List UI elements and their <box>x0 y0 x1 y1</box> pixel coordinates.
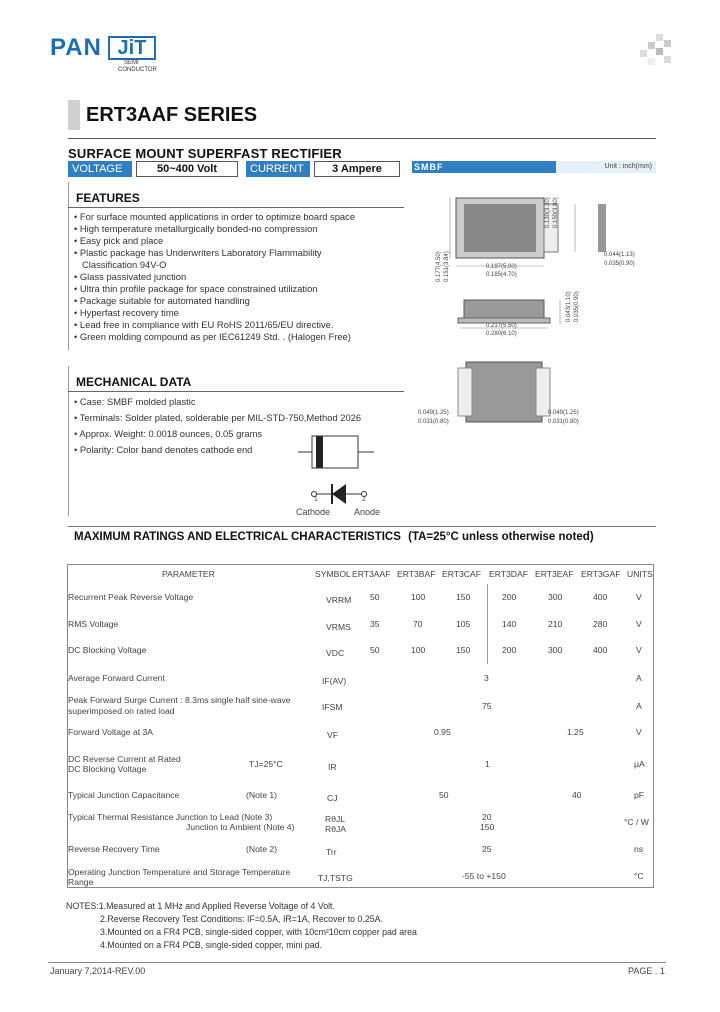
ratings-heading <box>74 531 594 543</box>
feature-item: • Plastic package has Underwriters Laboratory Flammability <box>74 247 322 258</box>
dim-label: 0.031(0.80) <box>548 419 579 425</box>
package-outline-drawing <box>440 196 620 436</box>
dim-label: 0.280(6.10) <box>486 331 517 337</box>
logo-pan-text: PAN <box>50 34 102 61</box>
logo-jit-text: JiT <box>108 36 156 60</box>
unit-cell: V <box>636 645 642 655</box>
param-cell: Recurrent Peak Reverse Voltage <box>68 592 194 602</box>
unit-cell: ns <box>634 844 644 854</box>
voltage-value: 50~400 Volt <box>136 161 238 177</box>
feature-item: • Hyperfast recovery time <box>74 307 179 318</box>
footer-divider <box>48 962 666 963</box>
mechanical-side-rule <box>68 366 69 516</box>
mechanical-divider <box>68 391 404 392</box>
value-cell: 1 <box>485 759 490 769</box>
column-header: ERT3GAF <box>581 569 621 579</box>
mechanical-item: • Polarity: Color band denotes cathode end <box>74 444 253 455</box>
value-cell: 300 <box>548 592 563 602</box>
value-cell: 200 <box>502 592 517 602</box>
value-cell: 25 <box>482 844 492 854</box>
package-label: SMBF <box>414 162 444 172</box>
features-heading: FEATURES <box>76 191 140 205</box>
column-header: PARAMETER <box>162 569 215 579</box>
unit-cell: °C <box>634 871 644 881</box>
param-cell: Range <box>68 877 94 887</box>
current-label: CURRENT <box>246 161 310 177</box>
value-cell: 150 <box>480 822 495 832</box>
feature-item: Classification 94V-O <box>82 259 167 270</box>
title-accent-bar <box>68 100 80 130</box>
value-cell: 20 <box>482 812 492 822</box>
param-cell: DC Reverse Current at Rated <box>68 754 181 764</box>
symbol-cell: RθJL <box>325 814 346 824</box>
symbol-cell: VF <box>327 730 338 740</box>
value-cell: 3 <box>484 673 489 683</box>
column-header: ERT3EAF <box>535 569 574 579</box>
value-cell: 300 <box>548 645 563 655</box>
dim-label: 0.177(4.50) <box>436 251 442 282</box>
unit-cell: V <box>636 592 642 602</box>
dim-label: 0.035(0.90) <box>574 291 580 322</box>
dim-label: 0.031(0.80) <box>418 419 449 425</box>
anode-label: Anode <box>354 507 381 517</box>
note-line: 2.Reverse Recovery Test Conditions: IF=0.5A, IR=1A, Recover to 0.25A. <box>100 914 383 924</box>
unit-cell: A <box>636 701 642 711</box>
unit-label: Unit : inch(mm) <box>556 161 656 173</box>
param-cell: DC Blocking Voltage <box>68 764 147 774</box>
dim-label: 0.043(1.10) <box>566 291 572 322</box>
dim-label: 0.035(0.90) <box>604 261 635 267</box>
unit-cell: °C / W <box>624 817 649 827</box>
mechanical-item: • Terminals: Solder plated, solderable per MIL-STD-750,Method 2026 <box>74 412 362 423</box>
value-cell: 70 <box>413 619 423 629</box>
title-divider <box>68 138 656 139</box>
feature-item: • Ultra thin profile package for space constrained utilization <box>74 283 318 294</box>
value-cell: 200 <box>502 645 517 655</box>
dim-label: 0.130(3.30) <box>545 197 551 228</box>
value-cell: 280 <box>593 619 608 629</box>
value-cell: 100 <box>411 645 426 655</box>
logo-semi-line: SEMI <box>124 60 139 66</box>
ratings-condition: (TA=25°C unless otherwise noted) <box>408 531 594 543</box>
symbol-cell: CJ <box>327 793 338 803</box>
mechanical-item: • Case: SMBF molded plastic <box>74 396 196 407</box>
logo-conductor-line: CONDUCTOR <box>118 67 157 73</box>
column-header: UNITS <box>627 569 653 579</box>
voltage-label: VOLTAGE <box>68 161 132 177</box>
pin2-label: 2 <box>362 496 366 503</box>
unit-cell: V <box>636 619 642 629</box>
value-cell: -55 to +150 <box>462 871 506 881</box>
cathode-label: Cathode <box>296 507 331 517</box>
symbol-cell: VRRM <box>326 595 352 605</box>
mechanical-item: • Approx. Weight: 0.0018 ounces, 0.05 grams <box>74 428 263 439</box>
feature-item: • Lead free in compliance with EU RoHS 2011/65/EU directive. <box>74 319 334 330</box>
param-cell: Typical Thermal Resistance Junction to Lead (Note 3) <box>68 812 273 822</box>
symbol-cell: IF(AV) <box>322 676 347 686</box>
dim-label: 0.185(4.70) <box>486 272 517 278</box>
ratings-table <box>67 564 654 888</box>
value-cell: 100 <box>411 592 426 602</box>
param-cell: Operating Junction Temperature and Storage Temperature <box>68 867 291 877</box>
value-cell: 50 <box>439 790 449 800</box>
logo-semiconductor <box>118 60 178 74</box>
symbol-cell: IR <box>328 762 337 772</box>
param-cell: Junction to Ambient (Note 4) <box>186 822 295 832</box>
note-line: 3.Mounted on a FR4 PCB, single-sided copper, with 10cm²10cm copper pad area <box>100 927 417 937</box>
value-cell: 0.95 <box>434 727 451 737</box>
param-cell: DC Blocking Voltage <box>68 645 147 655</box>
value-cell: 210 <box>548 619 563 629</box>
value-cell: 400 <box>593 592 608 602</box>
table-column-divider <box>487 584 488 664</box>
symbol-cell: Trr <box>326 847 337 857</box>
param-cell: Forward Voltage at 3A <box>68 727 154 737</box>
features-list <box>74 211 355 343</box>
param-cell: Average Forward Current <box>68 673 165 683</box>
condition-cell: (Note 1) <box>246 790 278 800</box>
symbol-cell: VRMS <box>326 622 351 632</box>
value-cell: 140 <box>502 619 517 629</box>
feature-item: • For surface mounted applications in order to optimize board space <box>74 211 356 222</box>
value-cell: 40 <box>572 790 582 800</box>
footer-page: PAGE . 1 <box>628 966 665 976</box>
current-value: 3 Ampere <box>314 161 400 177</box>
feature-item: • Package suitable for automated handling <box>74 295 250 306</box>
value-cell: 75 <box>482 701 492 711</box>
dim-label: 0.217(5.50) <box>486 323 517 329</box>
param-cell: RMS Voltage <box>68 619 119 629</box>
unit-cell: A <box>636 673 642 683</box>
symbol-cell: RθJA <box>325 824 347 834</box>
condition-cell: TJ=25°C <box>249 759 283 769</box>
param-cell: Peak Forward Surge Current : 8.3ms single half sine-wave <box>68 695 291 705</box>
dim-label: 0.150(3.80) <box>553 197 559 228</box>
value-cell: 50 <box>370 645 380 655</box>
symbol-cell: IFSM <box>322 702 343 712</box>
feature-item: • Glass passivated junction <box>74 271 187 282</box>
condition-cell: (Note 2) <box>246 844 278 854</box>
dim-label: 0.049(1.25) <box>418 410 449 416</box>
column-header: ERT3BAF <box>397 569 436 579</box>
column-header: ERT3DAF <box>489 569 528 579</box>
dim-label: 0.049(1.25) <box>548 410 579 416</box>
dim-label: 0.197(5.00) <box>486 264 517 270</box>
page-title: ERT3AAF SERIES <box>86 104 258 126</box>
feature-item: • Easy pick and place <box>74 235 164 246</box>
param-cell: Typical Junction Capacitance <box>68 790 180 800</box>
column-header: ERT3CAF <box>442 569 481 579</box>
param-cell: Reverse Recovery Time <box>68 844 160 854</box>
value-cell: 50 <box>370 592 380 602</box>
feature-item: • Green molding compound as per IEC61249 Std. . (Halogen Free) <box>74 331 351 342</box>
value-cell: 400 <box>593 645 608 655</box>
value-cell: 35 <box>370 619 380 629</box>
value-cell: 150 <box>456 592 471 602</box>
dim-label: 0.044(1.13) <box>604 252 635 258</box>
value-cell: 105 <box>456 619 471 629</box>
param-cell: superimposed on rated load <box>68 706 175 716</box>
column-header: SYMBOL <box>315 569 351 579</box>
value-cell: 1.25 <box>567 727 584 737</box>
symbol-cell: TJ,TSTG <box>318 873 353 883</box>
column-header: ERT3AAF <box>352 569 391 579</box>
dim-label: 0.151(3.84) <box>444 251 450 282</box>
decorative-dots-icon <box>638 34 674 70</box>
symbol-cell: VDC <box>326 648 345 658</box>
unit-cell: μA <box>634 759 645 769</box>
value-cell: 150 <box>456 645 471 655</box>
unit-cell: pF <box>634 790 645 800</box>
page-subtitle: SURFACE MOUNT SUPERFAST RECTIFIER <box>68 146 342 161</box>
mechanical-heading: MECHANICAL DATA <box>76 375 192 389</box>
note-line: 4.Mounted on a FR4 PCB, single-sided copper, mini pad. <box>100 940 323 950</box>
note-line: NOTES:1.Measured at 1 MHz and Applied Reverse Voltage of 4 Volt. <box>66 901 335 911</box>
pin1-label: 1 <box>314 496 318 503</box>
unit-cell: V <box>636 727 642 737</box>
footer-date: January 7,2014-REV.00 <box>50 966 146 976</box>
features-divider <box>68 207 404 208</box>
ratings-title: MAXIMUM RATINGS AND ELECTRICAL CHARACTERISTICS <box>74 531 401 543</box>
feature-item: • High temperature metallurgically bonded-no compression <box>74 223 318 234</box>
